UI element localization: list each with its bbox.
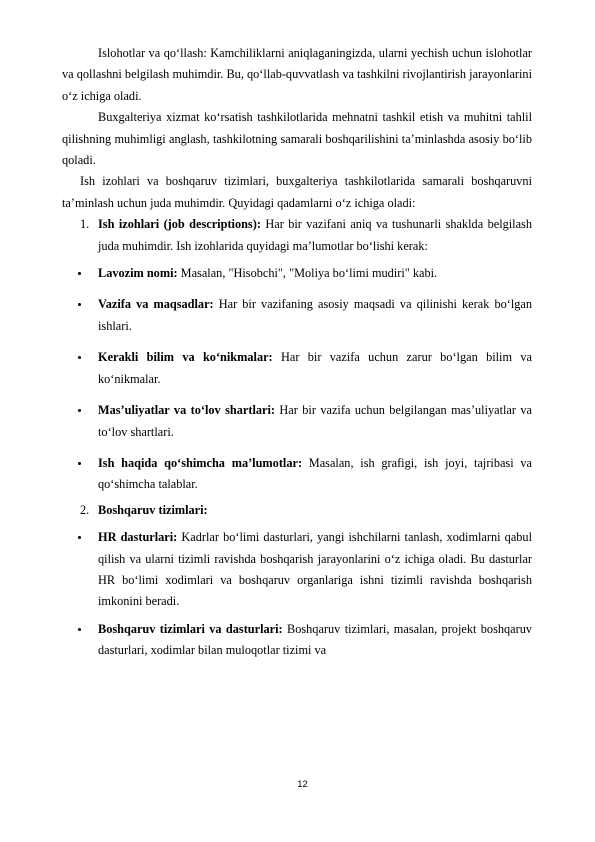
bullet-icon	[78, 462, 81, 465]
bullet-text: Boshqaruv tizimlari, masalan, projekt boshqaruv dasturlari, xodimlar bilan muloqotlar tizimi va	[98, 621, 533, 658]
bullet-icon	[78, 536, 81, 539]
list-item-1	[62, 214, 532, 257]
bullet-text: Masalan, "Hisobchi", "Moliya bo‘limi mudiri" kabi.	[177, 266, 438, 281]
bullet-title: HR dasturlari:	[98, 530, 178, 545]
list-number: 2.	[80, 502, 90, 517]
paragraph-ish-izohlari-intro: Ish izohlari va boshqaruv tizimlari, buxgalteriya tashkilotlarida samarali boshqaruvni ta’minlash uchun juda muhimdir. Quyidagi qadamlarni o‘z ichiga oladi:	[62, 174, 532, 210]
bullet-title: Boshqaruv tizimlari va dasturlari:	[98, 621, 283, 636]
bullet-title: Vazifa va maqsadlar:	[98, 297, 214, 312]
numbered-list	[62, 214, 532, 661]
bullet-icon	[78, 272, 81, 275]
paragraph-islohotlar: Islohotlar va qo‘llash: Kamchiliklarni aniqlaganingizda, ularni yechish uchun islohotlar va qollashni belgilash muhimdir. Bu, qo‘llab-quvvatlash va tashkilni rivojlantirish jarayonlarini o‘z ichiga oladi.	[62, 46, 532, 103]
bullet-text: Har bir vazifa uchun zarur bo‘lgan bilim va ko‘nikmalar.	[98, 350, 532, 386]
list-item-title: Ish izohlari (job descriptions):	[98, 217, 261, 232]
bullet-title: Mas’uliyatlar va to‘lov shartlari:	[98, 403, 275, 418]
bullet-item	[62, 453, 532, 496]
page-number: 12	[297, 779, 308, 790]
paragraph-buxgalteriya: Buxgalteriya xizmat ko‘rsatish tashkilotlarida mehnatni tashkil etish va muhitni tahlil qilishning muhimligi anglash, tashkilotning samarali boshqarilishini ta’minlashda asosiy bo‘lib qoladi.	[62, 110, 532, 168]
list-item-text: Har bir vazifani aniq va tushunarli shaklda belgilash juda muhimdir. Ish izohlarida quyidagi ma’lumotlar bo‘lishi kerak:	[98, 217, 532, 253]
bullet-title: Lavozim nomi:	[98, 266, 178, 281]
bullet-text: Masalan, ish grafigi, ish joyi, tajribasi va qo‘shimcha talablar.	[98, 455, 532, 492]
bullet-item	[62, 619, 532, 662]
bullet-title: Kerakli bilim va ko‘nikmalar:	[98, 350, 273, 365]
bullet-title: Ish haqida qo‘shimcha ma’lumotlar:	[98, 455, 303, 470]
bullet-text: Kadrlar bo‘limi dasturlari, yangi ishchilarni tanlash, xodimlarni qabul qilish va ularni tizimli ravishda boshqarish jarayonlarini o‘z ichiga oladi. Bu dasturlar HR bo‘limi xodimlari va boshqaruv organlariga ishni tizimli ravishda boshqarish imkonini beradi.	[98, 530, 533, 609]
bullet-icon	[78, 303, 81, 306]
list-item-title: Boshqaruv tizimlari:	[98, 502, 208, 517]
bullet-item	[62, 527, 532, 613]
list-number: 1.	[80, 217, 90, 232]
bullet-list-1	[62, 263, 532, 496]
list-item-2	[62, 500, 532, 521]
bullet-icon	[78, 628, 81, 631]
bullet-item	[62, 263, 532, 284]
bullet-text: Har bir vazifa uchun belgilangan mas’uliyatlar va to‘lov shartlari.	[98, 403, 533, 439]
bullet-text: Har bir vazifaning asosiy maqsadi va qilinishi kerak bo‘lgan ishlari.	[98, 297, 533, 333]
bullet-icon	[78, 409, 81, 412]
bullet-item	[62, 347, 532, 390]
bullet-item	[62, 294, 532, 337]
bullet-list-2	[62, 527, 532, 661]
document-page	[62, 43, 532, 662]
bullet-icon	[78, 356, 81, 359]
bullet-item	[62, 400, 532, 443]
